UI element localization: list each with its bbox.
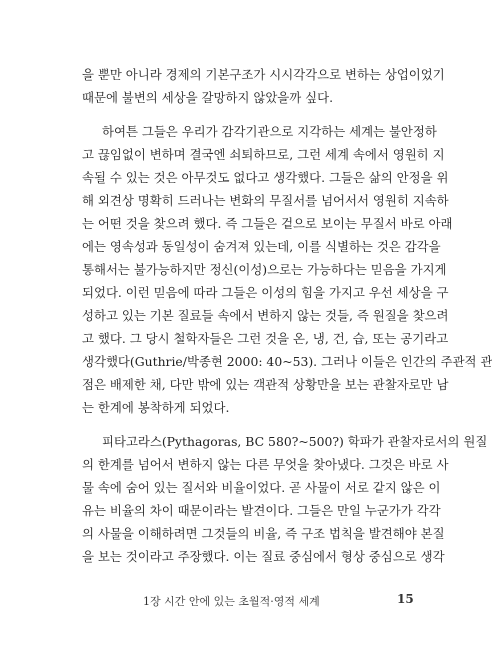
text-line: 에는 영속성과 동일성이 숨겨져 있는데, 이를 식별하는 것은 감각을 <box>82 239 441 254</box>
page-number: 15 <box>397 592 414 606</box>
text-line: 물 속에 숨어 있는 질서와 비율이었다. 곧 사물이 서로 같지 않은 이 <box>82 480 441 495</box>
text-line: 을 보는 것이라고 주장했다. 이는 질료 중심에서 형상 중심으로 생각 <box>82 549 445 564</box>
text-line: 통해서는 불가능하지만 정신(이성)으로는 가능하다는 믿음을 가지게 <box>82 262 447 277</box>
text-line: 속될 수 있는 것은 아무것도 없다고 생각했다. 그들은 삶의 안정을 위 <box>82 170 449 185</box>
text-line: 하여튼 그들은 우리가 감각기관으로 지각하는 세계는 불안정하 <box>102 124 437 139</box>
body-text <box>82 63 492 568</box>
text-line: 고 했다. 그 당시 철학자들은 그런 것을 온, 냉, 건, 습, 또는 공기라고 <box>82 331 449 346</box>
text-line: 을 뿐만 아니라 경제의 기본구조가 시시각각으로 변하는 상업이었기 <box>82 67 445 82</box>
text-line: 때문에 불변의 세상을 갈망하지 않았을까 싶다. <box>82 90 334 105</box>
text-line: 고 끊임없이 변하며 결국엔 쇠퇴하므로, 그런 세계 속에서 영원히 지 <box>82 147 445 162</box>
text-line: 피타고라스(Pythagoras, BC 580?~500?) 학파가 관찰자로서의 원질 <box>102 434 488 449</box>
text-line: 는 한계에 봉착하게 되었다. <box>82 400 230 415</box>
text-line: 해 외견상 명확히 드러나는 변화의 무질서를 넘어서서 영원히 지속하 <box>82 193 449 208</box>
text-line: 의 사물을 이해하려면 그것들의 비율, 즉 구조 법칙을 발견해야 본질 <box>82 526 445 541</box>
text-line: 유는 비율의 차이 때문이라는 발견이다. 그들은 만일 누군가가 각각 <box>82 503 441 518</box>
text-line: 성하고 있는 기본 질료들 속에서 변하지 않는 것들, 즉 원질을 찾으려 <box>82 308 449 323</box>
text-line: 점은 배제한 채, 다만 밖에 있는 객관적 상황만을 보는 관찰자로만 남 <box>82 377 449 392</box>
running-head: 1장 시간 안에 있는 초월적·영적 세계 <box>143 595 320 608</box>
text-line: 생각했다(Guthrie/박종현 2000: 40~53). 그러나 이들은 인간의 주관적 관 <box>82 354 492 369</box>
page-footer <box>0 585 470 615</box>
text-line: 의 한계를 넘어서 변하지 않는 다른 무엇을 찾아냈다. 그것은 바로 사 <box>82 457 449 472</box>
text-line: 는 어떤 것을 찾으려 했다. 즉 그들은 겉으로 보이는 무질서 바로 아래 <box>82 216 453 231</box>
text-line: 되었다. 이런 믿음에 따라 그들은 이성의 힘을 가지고 우선 세상을 구 <box>82 285 449 300</box>
